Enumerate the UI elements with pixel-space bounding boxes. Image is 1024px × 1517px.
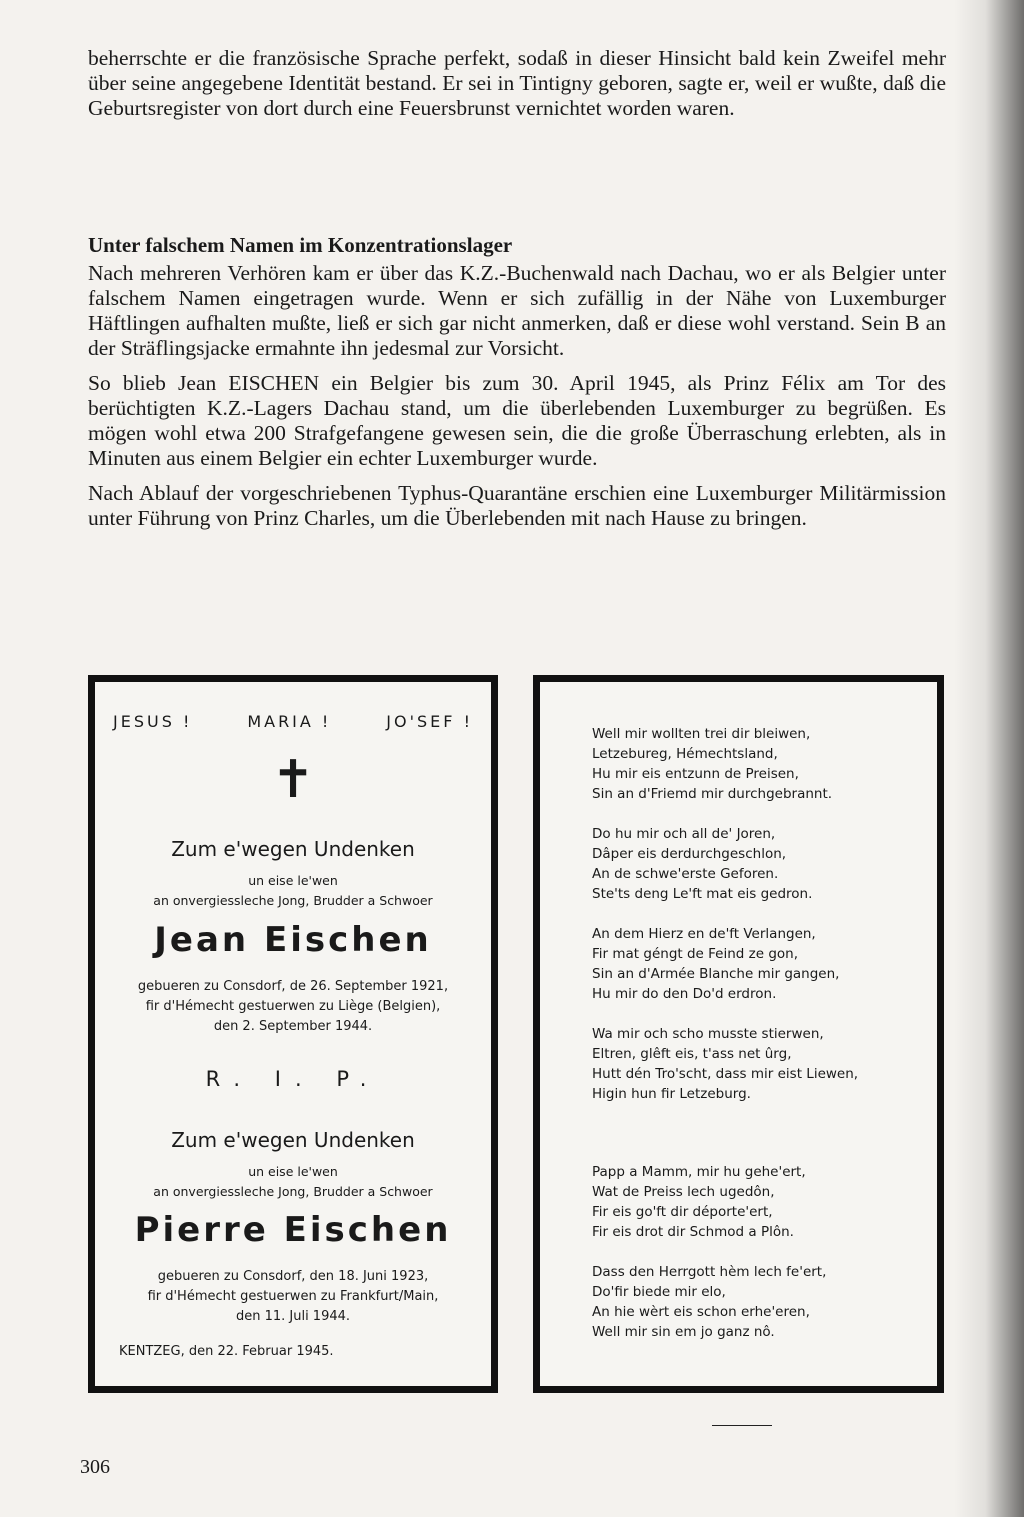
poem-line: Wa mir och scho musste stierwen, — [592, 1026, 824, 1042]
dates-2c: den 11. Juli 1944. — [235, 1309, 351, 1324]
page-number: 306 — [80, 1456, 110, 1478]
poem-line: An dem Hierz en de'ft Verlangen, — [592, 926, 816, 942]
poem-stanza-3 — [592, 924, 932, 1004]
invocation-josef: JO'SEF ! — [386, 712, 473, 731]
sub-line-1a: un eise le'wen — [248, 873, 338, 888]
sub-line-2a: un eise le'wen — [248, 1164, 338, 1179]
poem-line: An de schwe'erste Geforen. — [592, 866, 779, 882]
intro-paragraph — [88, 46, 946, 121]
memory-line-2: Zum e'wegen Undenken — [171, 1128, 415, 1152]
poem-stanza-2 — [592, 824, 932, 904]
poem-line: Sin an d'Armée Blanche mir gangen, — [592, 966, 840, 982]
poem-line: Fir eis go'ft dir déporte'ert, — [592, 1204, 773, 1220]
poem-line: Well mir sin em jo ganz nô. — [592, 1324, 775, 1340]
dates-1a: gebueren zu Consdorf, de 26. September 1921, — [137, 979, 449, 994]
poem-line: Fir mat géngt de Feind ze gon, — [592, 946, 798, 962]
invocation-maria: MARIA ! — [247, 712, 332, 731]
sub-line-2b: an onvergiessleche Jong, Brudder a Schwoer — [153, 1184, 433, 1199]
poem-stanza-5 — [592, 1162, 932, 1242]
section-paragraph-1: Nach mehreren Verhören kam er über das K.Z.-Buchenwald nach Dachau, wo er als Belgier unter falschem Namen eingetragen wurde. Wenn er sich zufällig in der Nähe von Luxemburger Häftlingen aufhalten mußte, ließ er sich gar nicht anmerken, daß er diese wohl verstand. Sein B an der Sträflingsjacke ermahnte ihn jedesmal zur Vorsicht. — [88, 261, 946, 360]
poem-line: An hie wèrt eis schon erhe'eren, — [592, 1304, 810, 1320]
dates-1b: fir d'Hémecht gestuerwen zu Liège (Belgien), — [145, 999, 441, 1014]
memory-line-1: Zum e'wegen Undenken — [171, 837, 415, 861]
poem-line: Fir eis drot dir Schmod a Plôn. — [592, 1224, 794, 1240]
binding-shadow — [954, 0, 1024, 1517]
poem-line: Dâper eis derdurchgeschlon, — [592, 846, 787, 862]
person-name-2: Pierre Eischen — [134, 1210, 452, 1250]
invocation-line — [113, 712, 473, 731]
poem-line: Well mir wollten trei dir bleiwen, — [592, 726, 811, 742]
poem-line: Do hu mir och all de' Joren, — [592, 826, 776, 842]
memorial-card — [88, 675, 498, 1393]
poem-line: Sin an d'Friemd mir durchgebrannt. — [592, 786, 833, 802]
invocation-jesus: JESUS ! — [113, 712, 193, 731]
poem-line: Hu mir eis entzunn de Preisen, — [592, 766, 799, 782]
poem-divider — [712, 1425, 772, 1426]
poem-line: Eltren, glêft eis, t'ass net ûrg, — [592, 1046, 792, 1062]
dates-2b: fir d'Hémecht gestuerwen zu Frankfurt/Main, — [147, 1289, 439, 1304]
place-date: KENTZEG, den 22. Februar 1945. — [119, 1344, 334, 1359]
poem-stanza-6 — [592, 1262, 932, 1342]
section-paragraph-2: So blieb Jean EISCHEN ein Belgier bis zum 30. April 1945, als Prinz Félix am Tor des berüchtigten K.Z.-Lagers Dachau stand, um die überlebenden Luxemburger zu begrüßen. Es mögen wohl etwa 200 Strafgefangene gewesen sein, die die große Überraschung erlebten, als in Minuten aus einem Belgier ein echter Luxemburger wurde. — [88, 371, 946, 470]
poem-line: Do'fir biede mir elo, — [592, 1284, 726, 1300]
dates-2a: gebueren zu Consdorf, den 18. Juni 1923, — [157, 1269, 429, 1284]
poem-stanza-4 — [592, 1024, 932, 1104]
poem-line: Letzebureg, Hémechtsland, — [592, 746, 778, 762]
poem-line: Ste'ts deng Le'ft mat eis gedron. — [592, 886, 813, 902]
poem-line: Hutt dén Tro'scht, dass mir eist Liewen, — [592, 1066, 859, 1082]
rip-text: R. I. P. — [205, 1067, 381, 1091]
poem-line: Higin hun fir Letzeburg. — [592, 1086, 751, 1102]
cross-icon: ✝ — [271, 750, 315, 810]
poem-line: Dass den Herrgott hèm lech fe'ert, — [592, 1264, 827, 1280]
poem-card — [533, 675, 944, 1393]
section-paragraph-3: Nach Ablauf der vorgeschriebenen Typhus-Quarantäne erschien eine Luxemburger Militärmission unter Führung von Prinz Charles, um die Überlebenden mit nach Hause zu bringen. — [88, 481, 946, 530]
section-body — [88, 261, 946, 531]
poem-line: Hu mir do den Do'd erdron. — [592, 986, 777, 1002]
section-heading: Unter falschem Namen im Konzentrationslager — [88, 233, 513, 257]
sub-line-1b: an onvergiessleche Jong, Brudder a Schwoer — [153, 893, 433, 908]
dates-1c: den 2. September 1944. — [213, 1019, 373, 1034]
poem-stanza-1 — [592, 724, 932, 804]
intro-text: beherrschte er die französische Sprache perfekt, sodaß in dieser Hinsicht bald kein Zweifel mehr über seine angegebene Identität bestand. Er sei in Tintigny geboren, sagte er, weil er wußte, daß die Geburtsregister von dort durch eine Feuersbrunst vernichtet worden waren. — [88, 46, 946, 120]
poem-line: Wat de Preiss lech ugedôn, — [592, 1184, 775, 1200]
person-name-1: Jean Eischen — [154, 920, 432, 960]
poem-line: Papp a Mamm, mir hu gehe'ert, — [592, 1164, 806, 1180]
